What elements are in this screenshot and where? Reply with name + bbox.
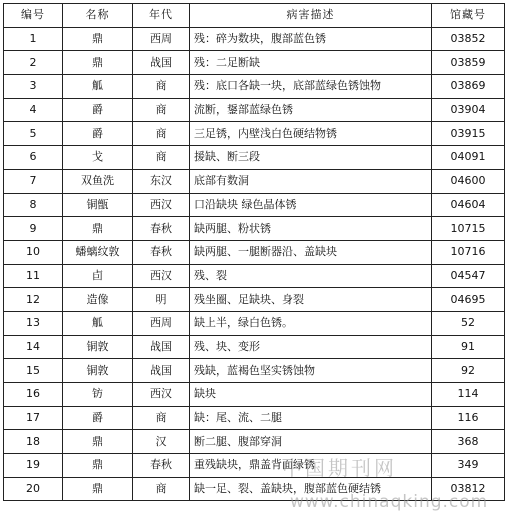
table-row xyxy=(4,98,505,122)
cell-name: 鼎 xyxy=(63,477,133,501)
cell-era: 春秋 xyxy=(133,454,190,478)
table-row xyxy=(4,169,505,193)
cell-collection-number: 03859 xyxy=(432,51,505,75)
cell-name: 爵 xyxy=(63,406,133,430)
cell-index: 16 xyxy=(4,383,63,407)
cell-index: 19 xyxy=(4,454,63,478)
cell-collection-number: 10715 xyxy=(432,217,505,241)
cell-era: 春秋 xyxy=(133,217,190,241)
relic-damage-table xyxy=(3,3,505,501)
cell-index: 17 xyxy=(4,406,63,430)
cell-index: 11 xyxy=(4,264,63,288)
cell-era: 西汉 xyxy=(133,383,190,407)
cell-damage: 缺一足、裂、盖缺块，腹部蓝色硬结锈 xyxy=(190,477,432,501)
cell-name: 爵 xyxy=(63,122,133,146)
cell-damage: 残、裂 xyxy=(190,264,432,288)
cell-collection-number: 03904 xyxy=(432,98,505,122)
header-index: 编号 xyxy=(4,4,63,28)
cell-era: 战国 xyxy=(133,51,190,75)
cell-index: 2 xyxy=(4,51,63,75)
cell-index: 20 xyxy=(4,477,63,501)
cell-index: 5 xyxy=(4,122,63,146)
cell-collection-number: 116 xyxy=(432,406,505,430)
cell-collection-number: 03812 xyxy=(432,477,505,501)
cell-collection-number: 368 xyxy=(432,430,505,454)
cell-era: 东汉 xyxy=(133,169,190,193)
table-row xyxy=(4,193,505,217)
cell-collection-number: 03915 xyxy=(432,122,505,146)
cell-collection-number: 04091 xyxy=(432,146,505,170)
cell-damage: 底部有数洞 xyxy=(190,169,432,193)
cell-damage: 缺块 xyxy=(190,383,432,407)
cell-collection-number: 91 xyxy=(432,335,505,359)
table-row xyxy=(4,217,505,241)
cell-name: 蟠螭纹敦 xyxy=(63,240,133,264)
cell-damage: 残、块、变形 xyxy=(190,335,432,359)
cell-name: 鼎 xyxy=(63,51,133,75)
cell-era: 战国 xyxy=(133,335,190,359)
watermark-url: www.chinaqking.com xyxy=(290,492,489,512)
cell-collection-number: 04600 xyxy=(432,169,505,193)
cell-index: 14 xyxy=(4,335,63,359)
table-row xyxy=(4,383,505,407)
cell-damage: 残缺，蓝褐色坚实锈蚀物 xyxy=(190,359,432,383)
cell-index: 7 xyxy=(4,169,63,193)
cell-damage: 残坐圈、足缺块、身裂 xyxy=(190,288,432,312)
cell-collection-number: 349 xyxy=(432,454,505,478)
cell-name: 铜甑 xyxy=(63,193,133,217)
cell-era: 汉 xyxy=(133,430,190,454)
cell-index: 13 xyxy=(4,311,63,335)
cell-damage: 缺上半，绿白色锈。 xyxy=(190,311,432,335)
cell-damage: 流断，鋬部蓝绿色锈 xyxy=(190,98,432,122)
table-row xyxy=(4,27,505,51)
cell-era: 商 xyxy=(133,122,190,146)
cell-name: 双鱼洗 xyxy=(63,169,133,193)
cell-era: 西汉 xyxy=(133,193,190,217)
header-collection-number: 馆藏号 xyxy=(432,4,505,28)
header-name: 名称 xyxy=(63,4,133,28)
cell-era: 商 xyxy=(133,477,190,501)
cell-name: 鼎 xyxy=(63,454,133,478)
cell-name: 爵 xyxy=(63,98,133,122)
cell-era: 商 xyxy=(133,406,190,430)
cell-index: 4 xyxy=(4,98,63,122)
cell-collection-number: 04695 xyxy=(432,288,505,312)
table-row xyxy=(4,335,505,359)
cell-era: 西汉 xyxy=(133,264,190,288)
cell-name: 觚 xyxy=(63,311,133,335)
table-body xyxy=(4,27,505,501)
cell-era: 商 xyxy=(133,98,190,122)
cell-name: 造像 xyxy=(63,288,133,312)
cell-collection-number: 52 xyxy=(432,311,505,335)
cell-era: 商 xyxy=(133,75,190,99)
table-row xyxy=(4,240,505,264)
cell-name: 戈 xyxy=(63,146,133,170)
cell-name: 铜敦 xyxy=(63,335,133,359)
cell-collection-number: 04547 xyxy=(432,264,505,288)
cell-collection-number: 03852 xyxy=(432,27,505,51)
cell-era: 战国 xyxy=(133,359,190,383)
table-row xyxy=(4,454,505,478)
cell-damage: 缺两腿、一腿断器沿、盖缺块 xyxy=(190,240,432,264)
cell-name: 卣 xyxy=(63,264,133,288)
table-row xyxy=(4,406,505,430)
table-row xyxy=(4,75,505,99)
cell-collection-number: 10716 xyxy=(432,240,505,264)
cell-damage: 三足锈，内壁浅白色硬结物锈 xyxy=(190,122,432,146)
cell-damage: 缺：尾、流、二腿 xyxy=(190,406,432,430)
cell-collection-number: 92 xyxy=(432,359,505,383)
cell-collection-number: 03869 xyxy=(432,75,505,99)
cell-index: 12 xyxy=(4,288,63,312)
table-row xyxy=(4,311,505,335)
cell-name: 觚 xyxy=(63,75,133,99)
table-row xyxy=(4,146,505,170)
cell-damage: 缺两腿、粉状锈 xyxy=(190,217,432,241)
cell-index: 15 xyxy=(4,359,63,383)
cell-era: 明 xyxy=(133,288,190,312)
cell-index: 3 xyxy=(4,75,63,99)
cell-era: 春秋 xyxy=(133,240,190,264)
cell-name: 鼎 xyxy=(63,217,133,241)
cell-name: 铜敦 xyxy=(63,359,133,383)
cell-damage: 残：碎为数块，腹部蓝色锈 xyxy=(190,27,432,51)
cell-era: 西周 xyxy=(133,27,190,51)
table-row xyxy=(4,51,505,75)
table-row xyxy=(4,430,505,454)
cell-collection-number: 114 xyxy=(432,383,505,407)
watermark-text: 中国期刊网 xyxy=(282,456,397,480)
cell-name: 钫 xyxy=(63,383,133,407)
cell-name: 鼎 xyxy=(63,430,133,454)
cell-index: 10 xyxy=(4,240,63,264)
header-era: 年代 xyxy=(133,4,190,28)
cell-damage: 残：二足断缺 xyxy=(190,51,432,75)
header-damage: 病害描述 xyxy=(190,4,432,28)
cell-index: 6 xyxy=(4,146,63,170)
cell-damage: 口沿缺块 绿色晶体锈 xyxy=(190,193,432,217)
cell-damage: 残：底口各缺一块，底部蓝绿色锈蚀物 xyxy=(190,75,432,99)
cell-index: 8 xyxy=(4,193,63,217)
cell-name: 鼎 xyxy=(63,27,133,51)
cell-index: 1 xyxy=(4,27,63,51)
table-row xyxy=(4,288,505,312)
table-row xyxy=(4,264,505,288)
cell-collection-number: 04604 xyxy=(432,193,505,217)
cell-era: 商 xyxy=(133,146,190,170)
cell-damage: 援缺、断三段 xyxy=(190,146,432,170)
cell-index: 18 xyxy=(4,430,63,454)
table-header-row xyxy=(4,4,505,28)
cell-damage: 断二腿、腹部穿洞 xyxy=(190,430,432,454)
cell-index: 9 xyxy=(4,217,63,241)
table-row xyxy=(4,359,505,383)
cell-era: 西周 xyxy=(133,311,190,335)
cell-damage: 重残缺块，鼎盖背面绿锈 xyxy=(190,454,432,478)
table-row xyxy=(4,477,505,501)
table-row xyxy=(4,122,505,146)
